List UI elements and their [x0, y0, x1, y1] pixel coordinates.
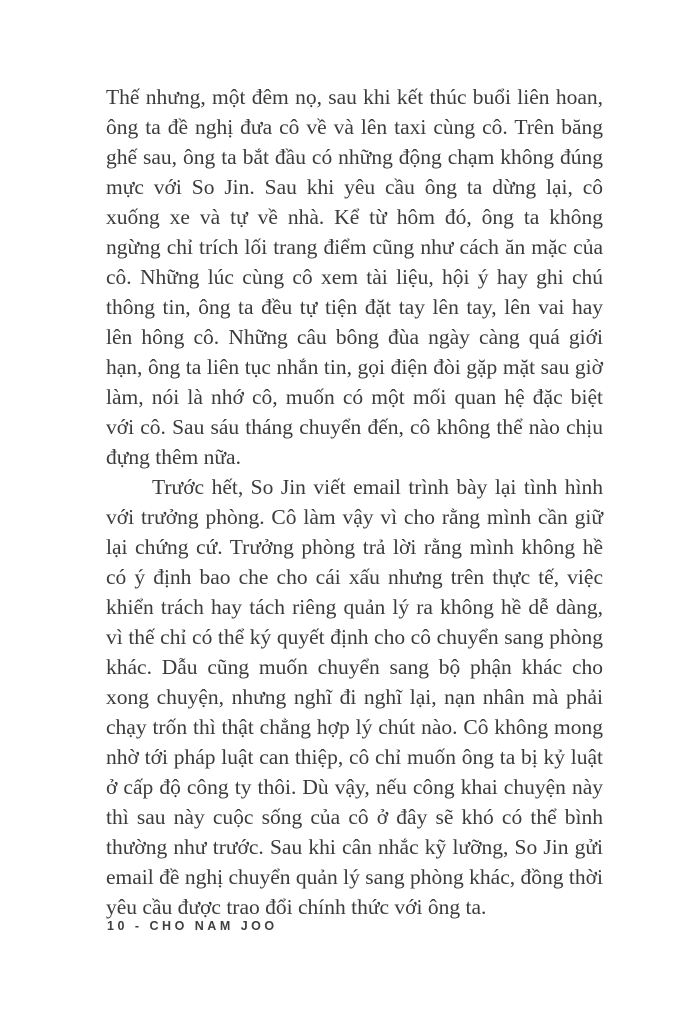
- page-number-footer: 10 - CHO NAM JOO: [107, 919, 278, 933]
- paragraph: Trước hết, So Jin viết email trình bày lại tình hình với trưởng phòng. Cô làm vậy vì cho rằng mình cần giữ lại chứng cứ. Trưởng phòng trả lời rằng mình không hề có ý định bao che cho cái xấu nhưng trên thực tế, việc khiển trách hay tách riêng quản lý ra không hề dễ dàng, vì thế chỉ có thể ký quyết định cho cô chuyển sang phòng khác. Dẫu cũng muốn chuyển sang bộ phận khác cho xong chuyện, nhưng nghĩ đi nghĩ lại, nạn nhân mà phải chạy trốn thì thật chẳng hợp lý chút nào. Cô không mong nhờ tới pháp luật can thiệp, cô chỉ muốn ông ta bị kỷ luật ở cấp độ công ty thôi. Dù vậy, nếu công khai chuyện này thì sau này cuộc sống của cô ở đây sẽ khó có thể bình thường như trước. Sau khi cân nhắc kỹ lưỡng, So Jin gửi email đề nghị chuyển quản lý sang phòng khác, đồng thời yêu cầu được trao đổi chính thức với ông ta.: [106, 475, 603, 919]
- paragraph: Thế nhưng, một đêm nọ, sau khi kết thúc buổi liên hoan, ông ta đề nghị đưa cô về và lên taxi cùng cô. Trên băng ghế sau, ông ta bắt đầu có những động chạm không đúng mực với So Jin. Sau khi yêu cầu ông ta dừng lại, cô xuống xe và tự về nhà. Kể từ hôm đó, ông ta không ngừng chỉ trích lối trang điểm cũng như cách ăn mặc của cô. Những lúc cùng cô xem tài liệu, hội ý hay ghi chú thông tin, ông ta đều tự tiện đặt tay lên tay, lên vai hay lên hông cô. Những câu bông đùa ngày càng quá giới hạn, ông ta liên tục nhắn tin, gọi điện đòi gặp mặt sau giờ làm, nói là nhớ cô, muốn có một mối quan hệ đặc biệt với cô. Sau sáu tháng chuyển đến, cô không thể nào chịu đựng thêm nữa.: [106, 85, 603, 469]
- body-text: [106, 82, 603, 922]
